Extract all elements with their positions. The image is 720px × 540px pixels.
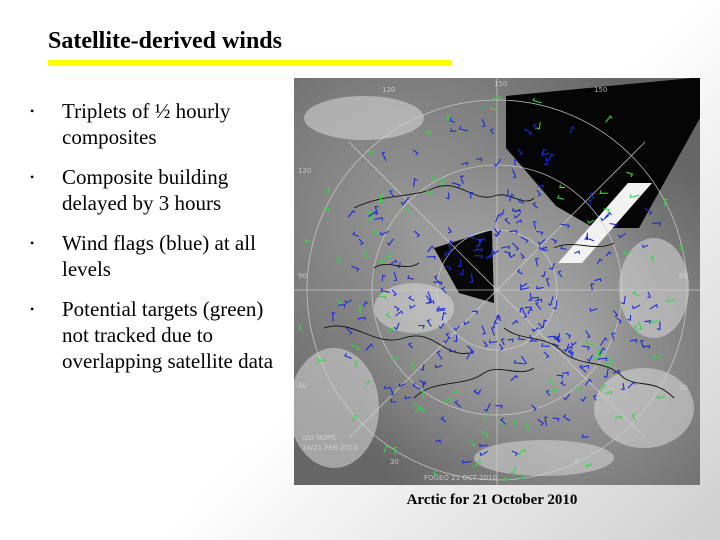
slide-title: Satellite-derived winds	[48, 28, 282, 54]
svg-text:120: 120	[382, 86, 396, 94]
svg-text:30: 30	[679, 384, 688, 392]
bullet-dot-icon: •	[30, 104, 35, 118]
svg-text:0: 0	[574, 458, 579, 466]
svg-text:120: 120	[298, 167, 312, 175]
svg-text:150: 150	[494, 80, 508, 88]
svg-text:30: 30	[390, 458, 399, 466]
bullet-item	[30, 164, 280, 216]
bullet-text: Wind flags (blue) at all levels	[62, 231, 256, 281]
satellite-map-graphic	[294, 78, 700, 485]
bullet-item	[30, 98, 280, 150]
svg-text:150: 150	[594, 86, 608, 94]
bullet-item	[30, 230, 280, 282]
svg-text:ISO NOPS: ISO NOPS	[302, 434, 336, 442]
bullet-text: Composite building delayed by 3 hours	[62, 165, 229, 215]
svg-text:10/21 FEB 2010: 10/21 FEB 2010	[302, 444, 358, 452]
svg-text:FOGEO 21 OCT 2010: FOGEO 21 OCT 2010	[424, 474, 497, 482]
svg-text:60: 60	[679, 272, 688, 280]
arctic-satellite-image	[294, 78, 700, 485]
svg-text:60: 60	[298, 382, 307, 390]
image-caption: Arctic for 21 October 2010	[406, 492, 578, 508]
title-underline	[48, 60, 452, 66]
bullet-dot-icon: •	[30, 302, 35, 316]
bullet-text: Triplets of ½ hourly composites	[62, 99, 231, 149]
svg-text:90: 90	[298, 272, 307, 280]
bullet-text: Potential targets (green) not tracked due to overlapping satellite data	[62, 297, 274, 373]
bullet-dot-icon: •	[30, 170, 35, 184]
bullet-list	[30, 98, 280, 388]
bullet-item	[30, 296, 280, 374]
bullet-dot-icon: •	[30, 236, 35, 250]
